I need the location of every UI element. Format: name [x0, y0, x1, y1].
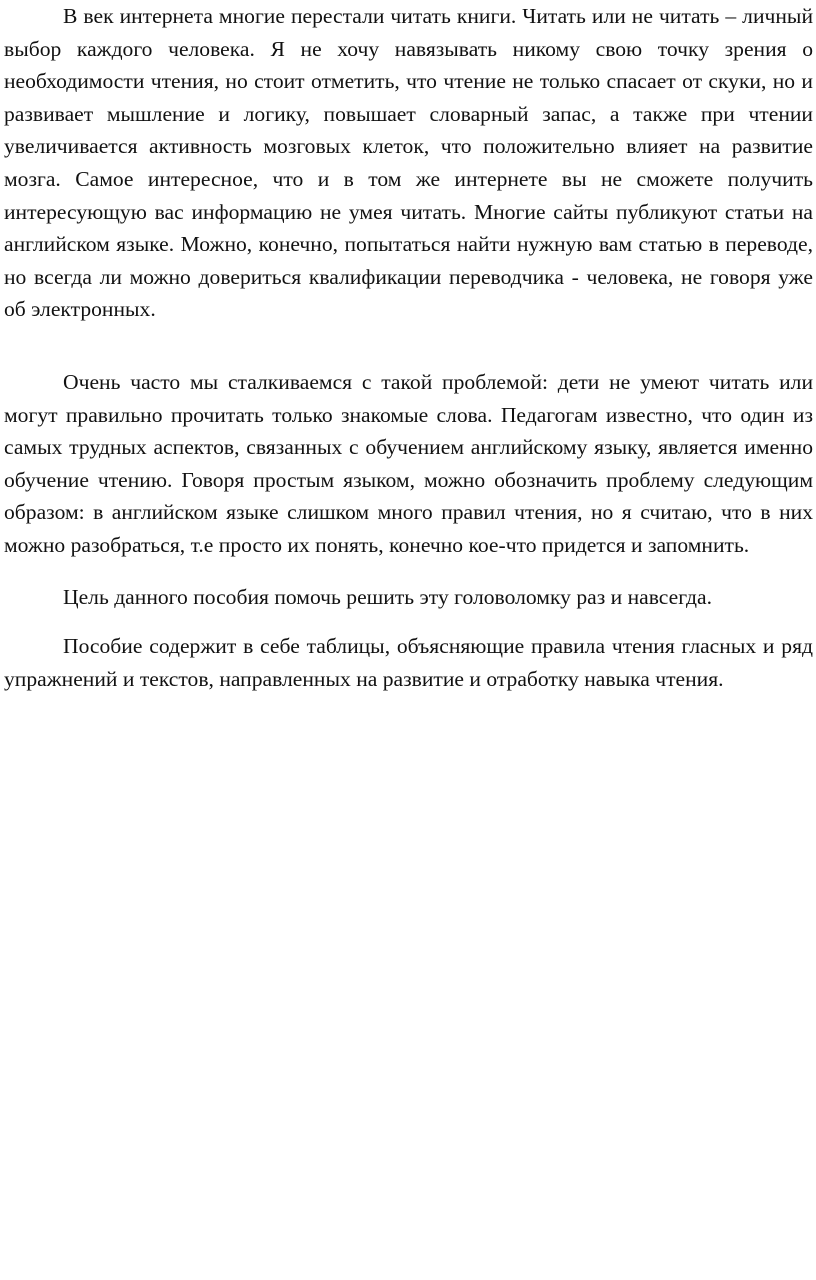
paragraph-1: В век интернета многие перестали читать книги. Читать или не читать – личный выбор каждого человека. Я не хочу навязывать никому свою точку зрения о необходимости чтения, но стоит отметить, что чтение не только спасает от скуки, но и развивает мышление и логику, повышает словарный запас, а также при чтении увеличивается активность мозговых клеток, что положительно влияет на развитие мозга. Самое интересное, что и в том же интернете вы не сможете получить интересующую вас информацию не умея читать. Многие сайты публикуют статьи на английском языке. Можно, конечно, попытаться найти нужную вам статью в переводе, но всегда ли можно довериться квалификации переводчика - человека, не говоря уже об электронных. [4, 4, 813, 322]
paragraph-3: Цель данного пособия помочь решить эту головоломку раз и навсегда. [63, 584, 712, 609]
paragraph-2: Очень часто мы сталкиваемся с такой проблемой: дети не умеют читать или могут правильно прочитать только знакомые слова. Педагогам известно, что один из самых трудных аспектов, связанных с обучением английскому языку, является именно обучение чтению. Говоря простым языком, можно обозначить проблему следующим образом: в английском языке слишком много правил чтения, но я считаю, что в них можно разобраться, т.е просто их понять, конечно кое-что придется и запомнить. [4, 369, 813, 557]
paragraph-4: Пособие содержит в себе таблицы, объясняющие правила чтения гласных и ряд упражнений и текстов, направленных на развитие и отработку навыка чтения. [4, 634, 813, 691]
document-page [4, 0, 813, 695]
